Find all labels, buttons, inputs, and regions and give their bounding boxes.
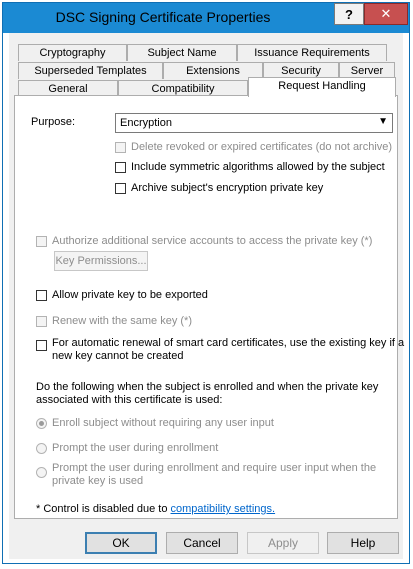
tab-subject-name[interactable]: Subject Name: [127, 44, 237, 61]
footnote: [36, 503, 275, 515]
request-handling-panel: [14, 95, 405, 519]
chevron-down-icon: ▼: [378, 116, 388, 127]
radio-prompt-enrollment-label: Prompt the user during enrollment: [52, 442, 219, 454]
title-bar[interactable]: [3, 3, 409, 33]
tab-security[interactable]: Security: [263, 62, 339, 79]
enroll-instruction-line1: Do the following when the subject is enrolled and when the private key: [36, 381, 379, 393]
smart-card-renewal-label-line1: For automatic renewal of smart card certificates, use the existing key if a: [52, 337, 405, 349]
purpose-value: Encryption: [120, 117, 172, 129]
renew-same-key-checkbox[interactable]: [36, 316, 47, 327]
delete-revoked-label: Delete revoked or expired certificates (do not archive): [131, 141, 393, 153]
compatibility-settings-link[interactable]: compatibility settings.: [170, 503, 276, 515]
radio-prompt-require-label-line2: private key is used: [52, 475, 144, 487]
authorize-accounts-checkbox[interactable]: [36, 236, 47, 247]
tab-compatibility[interactable]: Compatibility: [118, 80, 248, 96]
tab-general[interactable]: General: [18, 80, 118, 96]
cancel-button[interactable]: Cancel: [166, 532, 238, 554]
delete-revoked-checkbox[interactable]: [115, 142, 126, 153]
tab-cryptography[interactable]: Cryptography: [18, 44, 127, 61]
apply-button[interactable]: Apply: [247, 532, 319, 554]
ok-button[interactable]: OK: [85, 532, 157, 554]
tab-server[interactable]: Server: [339, 62, 395, 79]
include-symmetric-label: Include symmetric algorithms allowed by the subject: [131, 161, 385, 173]
smart-card-renewal-label-line2: new key cannot be created: [52, 350, 184, 362]
tab-superseded-templates[interactable]: Superseded Templates: [18, 62, 163, 79]
close-icon[interactable]: ✕: [364, 3, 408, 25]
radio-prompt-enrollment[interactable]: [36, 443, 47, 454]
archive-key-label: Archive subject's encryption private key: [131, 182, 324, 194]
radio-enroll-no-input[interactable]: [36, 418, 47, 429]
renew-same-key-label: Renew with the same key (*): [52, 315, 192, 327]
radio-enroll-no-input-label: Enroll subject without requiring any user input: [52, 417, 274, 429]
authorize-accounts-label: Authorize additional service accounts to access the private key (*): [52, 235, 373, 247]
radio-prompt-require-label-line1: Prompt the user during enrollment and require user input when the: [52, 462, 377, 474]
properties-dialog: [2, 2, 410, 564]
archive-key-checkbox[interactable]: [115, 183, 126, 194]
include-symmetric-checkbox[interactable]: [115, 162, 126, 173]
allow-export-label: Allow private key to be exported: [52, 289, 208, 301]
footnote-text: * Control is disabled due to: [36, 503, 171, 515]
window-title: DSC Signing Certificate Properties: [55, 9, 271, 25]
purpose-dropdown[interactable]: [115, 113, 393, 133]
help-button[interactable]: Help: [327, 532, 399, 554]
tab-request-handling[interactable]: Request Handling: [248, 77, 396, 97]
allow-export-checkbox[interactable]: [36, 290, 47, 301]
radio-prompt-require-input[interactable]: [36, 467, 47, 478]
dialog-client: [9, 33, 403, 559]
smart-card-renewal-checkbox[interactable]: [36, 340, 47, 351]
tab-issuance-requirements[interactable]: Issuance Requirements: [237, 44, 387, 61]
tab-extensions[interactable]: Extensions: [163, 62, 263, 79]
enroll-instruction-line2: associated with this certificate is used:: [36, 394, 223, 406]
help-icon[interactable]: ?: [334, 3, 364, 25]
key-permissions-button[interactable]: Key Permissions...: [54, 251, 148, 271]
purpose-label: Purpose:: [31, 116, 76, 128]
